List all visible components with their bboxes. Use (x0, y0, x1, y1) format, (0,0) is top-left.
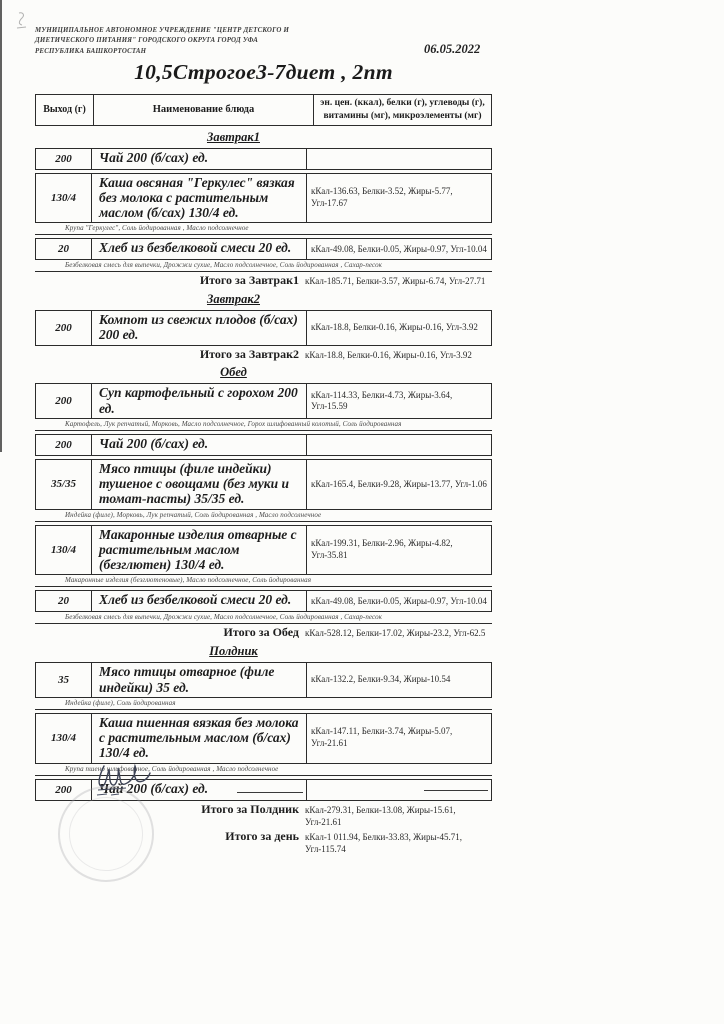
document-title: 10,5Строгое3-7диет , 2пт (134, 60, 393, 84)
ingredients-note: Индейка (филе), Соль йодированная (35, 698, 492, 710)
ingredients-note: Крупа "Геркулес", Соль йодированная , Масло подсолнечное (35, 223, 492, 235)
dish-row (35, 590, 492, 612)
dish-row (35, 310, 492, 346)
dish-nutrition-cell: кКал-18.8, Белки-0.16, Жиры-0.16, Угл-3.92 (311, 322, 478, 333)
section-heading: Завтрак1 (206, 129, 260, 144)
dish-name-cell: Чай 200 (б/сах) ед. (92, 780, 307, 800)
document-date: 06.05.2022 (424, 42, 481, 56)
dish-row (35, 662, 492, 698)
ingredients-note: Макаронные изделия (безглютеновые), Масло подсолнечное, Соль йодированная (35, 575, 492, 587)
dish-name-cell: Компот из свежих плодов (б/сах) 200 ед. (92, 311, 307, 345)
dish-row (35, 238, 492, 260)
blank-signature-line (424, 790, 488, 791)
dish-name-cell: Хлеб из безбелковой смеси 20 ед. (92, 239, 307, 259)
dish-output-cell: 200 (36, 384, 92, 418)
dish-output-cell: 200 (36, 780, 92, 800)
dish-nutrition-cell: кКал-165.4, Белки-9.28, Жиры-13.77, Угл-1.06 (311, 478, 487, 489)
section-total-row (35, 626, 492, 640)
day-total-label: Итого за день (225, 828, 299, 843)
ingredients-note: Картофель, Лук репчатый, Морковь, Масло подсолнечное, Горох шлифованный колотый, Соль йодированная (35, 419, 492, 431)
dish-row (35, 525, 492, 576)
section-total-value: кКал-528.12, Белки-17.02, Жиры-23.2, Угл-62.5 (305, 628, 486, 639)
menu-table (35, 94, 492, 856)
dish-row (35, 148, 492, 170)
dish-name-cell: Хлеб из безбелковой смеси 20 ед. (92, 591, 307, 611)
day-total-value: кКал-1 011.94, Белки-33.83, Жиры-45.71, Угл-115.74 (305, 831, 462, 854)
dish-nutrition-cell (307, 149, 491, 169)
dish-nutrition-cell: кКал-147.11, Белки-3.74, Жиры-5.07, Угл-21.61 (311, 726, 453, 749)
dish-output-cell: 20 (36, 591, 92, 611)
dish-output-cell: 130/4 (36, 714, 92, 763)
dish-name-cell: Макаронные изделия отварные с растительным маслом (безглютен) 130/4 ед. (92, 526, 307, 575)
dish-name-cell: Каша овсяная "Геркулес" вязкая без молока с растительным маслом (б/сах) 130/4 ед. (92, 174, 307, 223)
dish-name-cell: Мясо птицы (филе индейки) тушеное с овощами (без муки и томат-пасты) 35/35 ед. (92, 460, 307, 509)
dish-name-cell: Чай 200 (б/сах) ед. (92, 435, 307, 455)
dish-name-cell: Каша пшенная вязкая без молока с растительным маслом (б/сах) 130/4 ед. (92, 714, 307, 763)
dish-row (35, 383, 492, 419)
dish-nutrition-cell: кКал-49.08, Белки-0.05, Жиры-0.97, Угл-10.04 (311, 243, 487, 254)
section-total-label: Итого за Полдник (201, 801, 299, 816)
section-total-value: кКал-18.8, Белки-0.16, Жиры-0.16, Угл-3.92 (305, 349, 472, 360)
dish-output-cell: 130/4 (36, 174, 92, 223)
dish-nutrition-cell: кКал-49.08, Белки-0.05, Жиры-0.97, Угл-10.04 (311, 595, 487, 606)
dish-output-cell: 35 (36, 663, 92, 697)
ingredients-note: Индейка (филе), Морковь, Лук репчатый, Соль йодированная , Масло подсолнечное (35, 510, 492, 522)
dish-output-cell: 35/35 (36, 460, 92, 509)
dish-nutrition-cell: кКал-199.31, Белки-2.96, Жиры-4.82, Угл-35.81 (311, 538, 453, 561)
section-heading: Обед (220, 365, 247, 380)
dish-nutrition-cell: кКал-136.63, Белки-3.52, Жиры-5.77, Угл-17.67 (311, 186, 453, 208)
dish-name-cell: Мясо птицы отварное (филе индейки) 35 ед. (92, 663, 307, 697)
table-header-dish: Наименование блюда (94, 95, 314, 125)
table-header-output: Выход (г) (36, 95, 94, 125)
section-total-row (35, 348, 492, 362)
section-total-label: Итого за Завтрак2 (199, 346, 299, 361)
section-total-value: кКал-185.71, Белки-3.57, Жиры-6.74, Угл-27.71 (305, 276, 486, 287)
blank-signature-line (237, 792, 303, 793)
dish-output-cell: 200 (36, 435, 92, 455)
organization-name: МУНИЦИПАЛЬНОЕ АВТОНОМНОЕ УЧРЕЖДЕНИЕ "ЦЕНТР ДЕТСКОГО И ДИЕТИЧЕСКОГО ПИТАНИЯ" ГОРОДСКОГО ОКРУГА ГОРОД УФА РЕСПУБЛИКА БАШКОРТОСТАН (35, 27, 290, 55)
table-header-row (35, 94, 492, 126)
section-total-label: Итого за Завтрак1 (199, 273, 299, 288)
menu-section-breakfast2 (35, 292, 492, 361)
scan-artifact-mark (14, 10, 30, 30)
scan-edge-line (0, 0, 2, 452)
dish-row (35, 459, 492, 510)
section-heading: Полдник (209, 644, 258, 659)
dish-nutrition-cell: кКал-114.33, Белки-4.73, Жиры-3.64, Угл-15.59 (311, 389, 453, 412)
dish-row (35, 173, 492, 224)
dish-output-cell: 20 (36, 239, 92, 259)
dish-nutrition-cell: кКал-132.2, Белки-9.34, Жиры-10.54 (311, 674, 451, 685)
dish-row (35, 713, 492, 764)
dish-row (35, 434, 492, 456)
dish-output-cell: 200 (36, 149, 92, 169)
section-total-value: кКал-279.31, Белки-13.08, Жиры-15.61, Угл-21.61 (305, 804, 456, 827)
section-total-row (35, 274, 492, 288)
dish-name-cell: Суп картофельный с горохом 200 ед. (92, 384, 307, 418)
table-header-nutrition: эн. цен. (ккал), белки (г), углеводы (г), витамины (мг), микроэлементы (мг) (320, 98, 485, 121)
dish-output-cell: 200 (36, 311, 92, 345)
section-total-label: Итого за Обед (223, 625, 299, 640)
ingredients-note: Безбелковая смесь для выпечки, Дрожжи сухие, Масло подсолнечное, Соль йодированная , Сахар-песок (35, 260, 492, 272)
dish-output-cell: 130/4 (36, 526, 92, 575)
dish-nutrition-cell (307, 435, 491, 455)
section-heading: Завтрак2 (206, 292, 260, 307)
menu-section-breakfast1 (35, 130, 492, 289)
ingredients-note: Безбелковая смесь для выпечки, Дрожжи сухие, Масло подсолнечное, Соль йодированная , Сахар-песок (35, 612, 492, 624)
ingredients-note: Крупа пшено шлифованное, Соль йодированная , Масло подсолнечное (35, 764, 492, 776)
dish-name-cell: Чай 200 (б/сах) ед. (92, 149, 307, 169)
menu-section-lunch (35, 365, 492, 640)
